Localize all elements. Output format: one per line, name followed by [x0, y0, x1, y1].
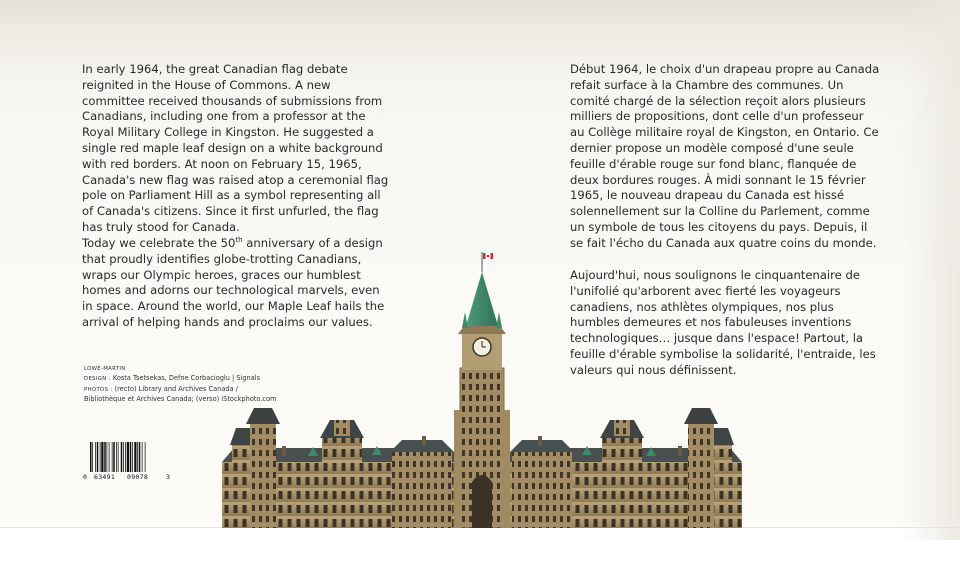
french-paragraph-2: Aujourd'hui, nous soulignons le cinquantenaire de l'unifolié qu'arborent avec fierté les voyageurs canadiens, nos athlètes olympiques, nos plus humbles demeures et nos fabuleuses inventions technologiques… jusque dans l'espace! Partout, la feuille d'érable symbolise la solidarité, l'entraide, les valeurs qui nous définissent. — [570, 268, 876, 377]
barcode-bar — [97, 442, 99, 472]
photos-line-2: Bibliothèque et Archives Canada; (verso) iStockphoto.com — [84, 394, 277, 403]
parliament-centre-block-illustration — [222, 250, 742, 528]
french-paragraph-1: Début 1964, le choix d'un drapeau propre au Canada refait surface à la Chambre des communes. Un comité chargé de la sélection reçoit alors plusieurs milliers de propositions, dont celle d'un professeur au Collège militaire royal de Kingston, en Ontario. Ce dernier propose un modèle composé d'une seule feuille d'érable rouge sur fond blanc, flanquée de deux bordures rouges. À midi sonnant le 15 février 1965, le nouveau drapeau du Canada est hissé solennellement sur la Colline du Parlement, comme un symbole de tous les citoyens du pays. Depuis, il se fait l'écho du Canada aux quatre coins du monde. — [570, 62, 880, 250]
barcode-bar — [137, 442, 138, 472]
barcode-bar — [139, 442, 141, 472]
barcode-bar — [145, 442, 146, 472]
english-p2-before: Today we celebrate the 50 — [82, 236, 236, 250]
design-label: DESIGN : — [84, 376, 111, 383]
barcode-bar — [113, 442, 115, 472]
barcode-group-2: 09078 — [127, 473, 149, 480]
barcode-bar — [130, 442, 132, 472]
barcode-bar — [92, 442, 93, 472]
barcode-bar — [123, 442, 124, 472]
barcode-bar — [118, 442, 119, 472]
west-wing — [222, 408, 462, 528]
east-wing — [502, 408, 742, 528]
barcode-bar — [107, 442, 108, 472]
printer-credit: LOWE-MARTIN — [84, 366, 126, 372]
english-p2-superscript: th — [235, 236, 243, 244]
photos-label: PHOTOS : — [84, 386, 113, 393]
barcode-bar — [121, 442, 123, 472]
design-value: Kosta Tsetsekas, Defne Corbacioglu | Signals — [112, 374, 261, 383]
barcode-bar — [134, 442, 136, 472]
barcode-bar — [109, 442, 110, 472]
barcode-bar — [142, 442, 143, 472]
barcode-bar — [125, 442, 126, 472]
barcode-bar — [100, 442, 101, 472]
barcode-first-digit: 0 — [83, 473, 87, 480]
envelope-edge-shadow — [900, 0, 960, 540]
peace-tower — [454, 252, 510, 528]
barcode-bar — [127, 442, 129, 472]
barcode-bar — [95, 442, 96, 472]
barcode-last-digit: 3 — [166, 473, 170, 480]
barcode-bar — [116, 442, 117, 472]
barcode-bar — [112, 442, 113, 472]
barcode-bars — [90, 442, 146, 472]
photos-line-1: (recto) Library and Archives Canada / — [114, 384, 238, 393]
barcode-bar — [90, 442, 92, 472]
english-paragraph-1: In early 1964, the great Canadian flag debate reignited in the House of Commons. A new committee received thousands of submissions from Canadians, including one from a professor at the Royal Military College in Kingston. He suggested a single red maple leaf design on a white background with red borders. At noon on February 15, 1965, Canada's new flag was raised atop a ceremonial flag pole on Parliament Hill as a symbol representing all of Canada's citizens. Since it first unfurled, the flag has truly stood for Canada. — [82, 62, 389, 234]
upc-barcode — [82, 442, 172, 480]
barcode-bar — [132, 442, 133, 472]
barcode-bar — [104, 442, 106, 472]
barcode-group-1: 63491 — [94, 473, 116, 480]
english-p2-after: anniversary of a design that proudly identifies globe-trotting Canadians, wraps our Olympic heroes, graces our humblest homes and adorns our technological marvels, even in space. Around the world, our Maple Leaf hails the arrival of helping hands and proclaims our values. — [82, 236, 385, 329]
barcode-bar — [101, 442, 103, 472]
